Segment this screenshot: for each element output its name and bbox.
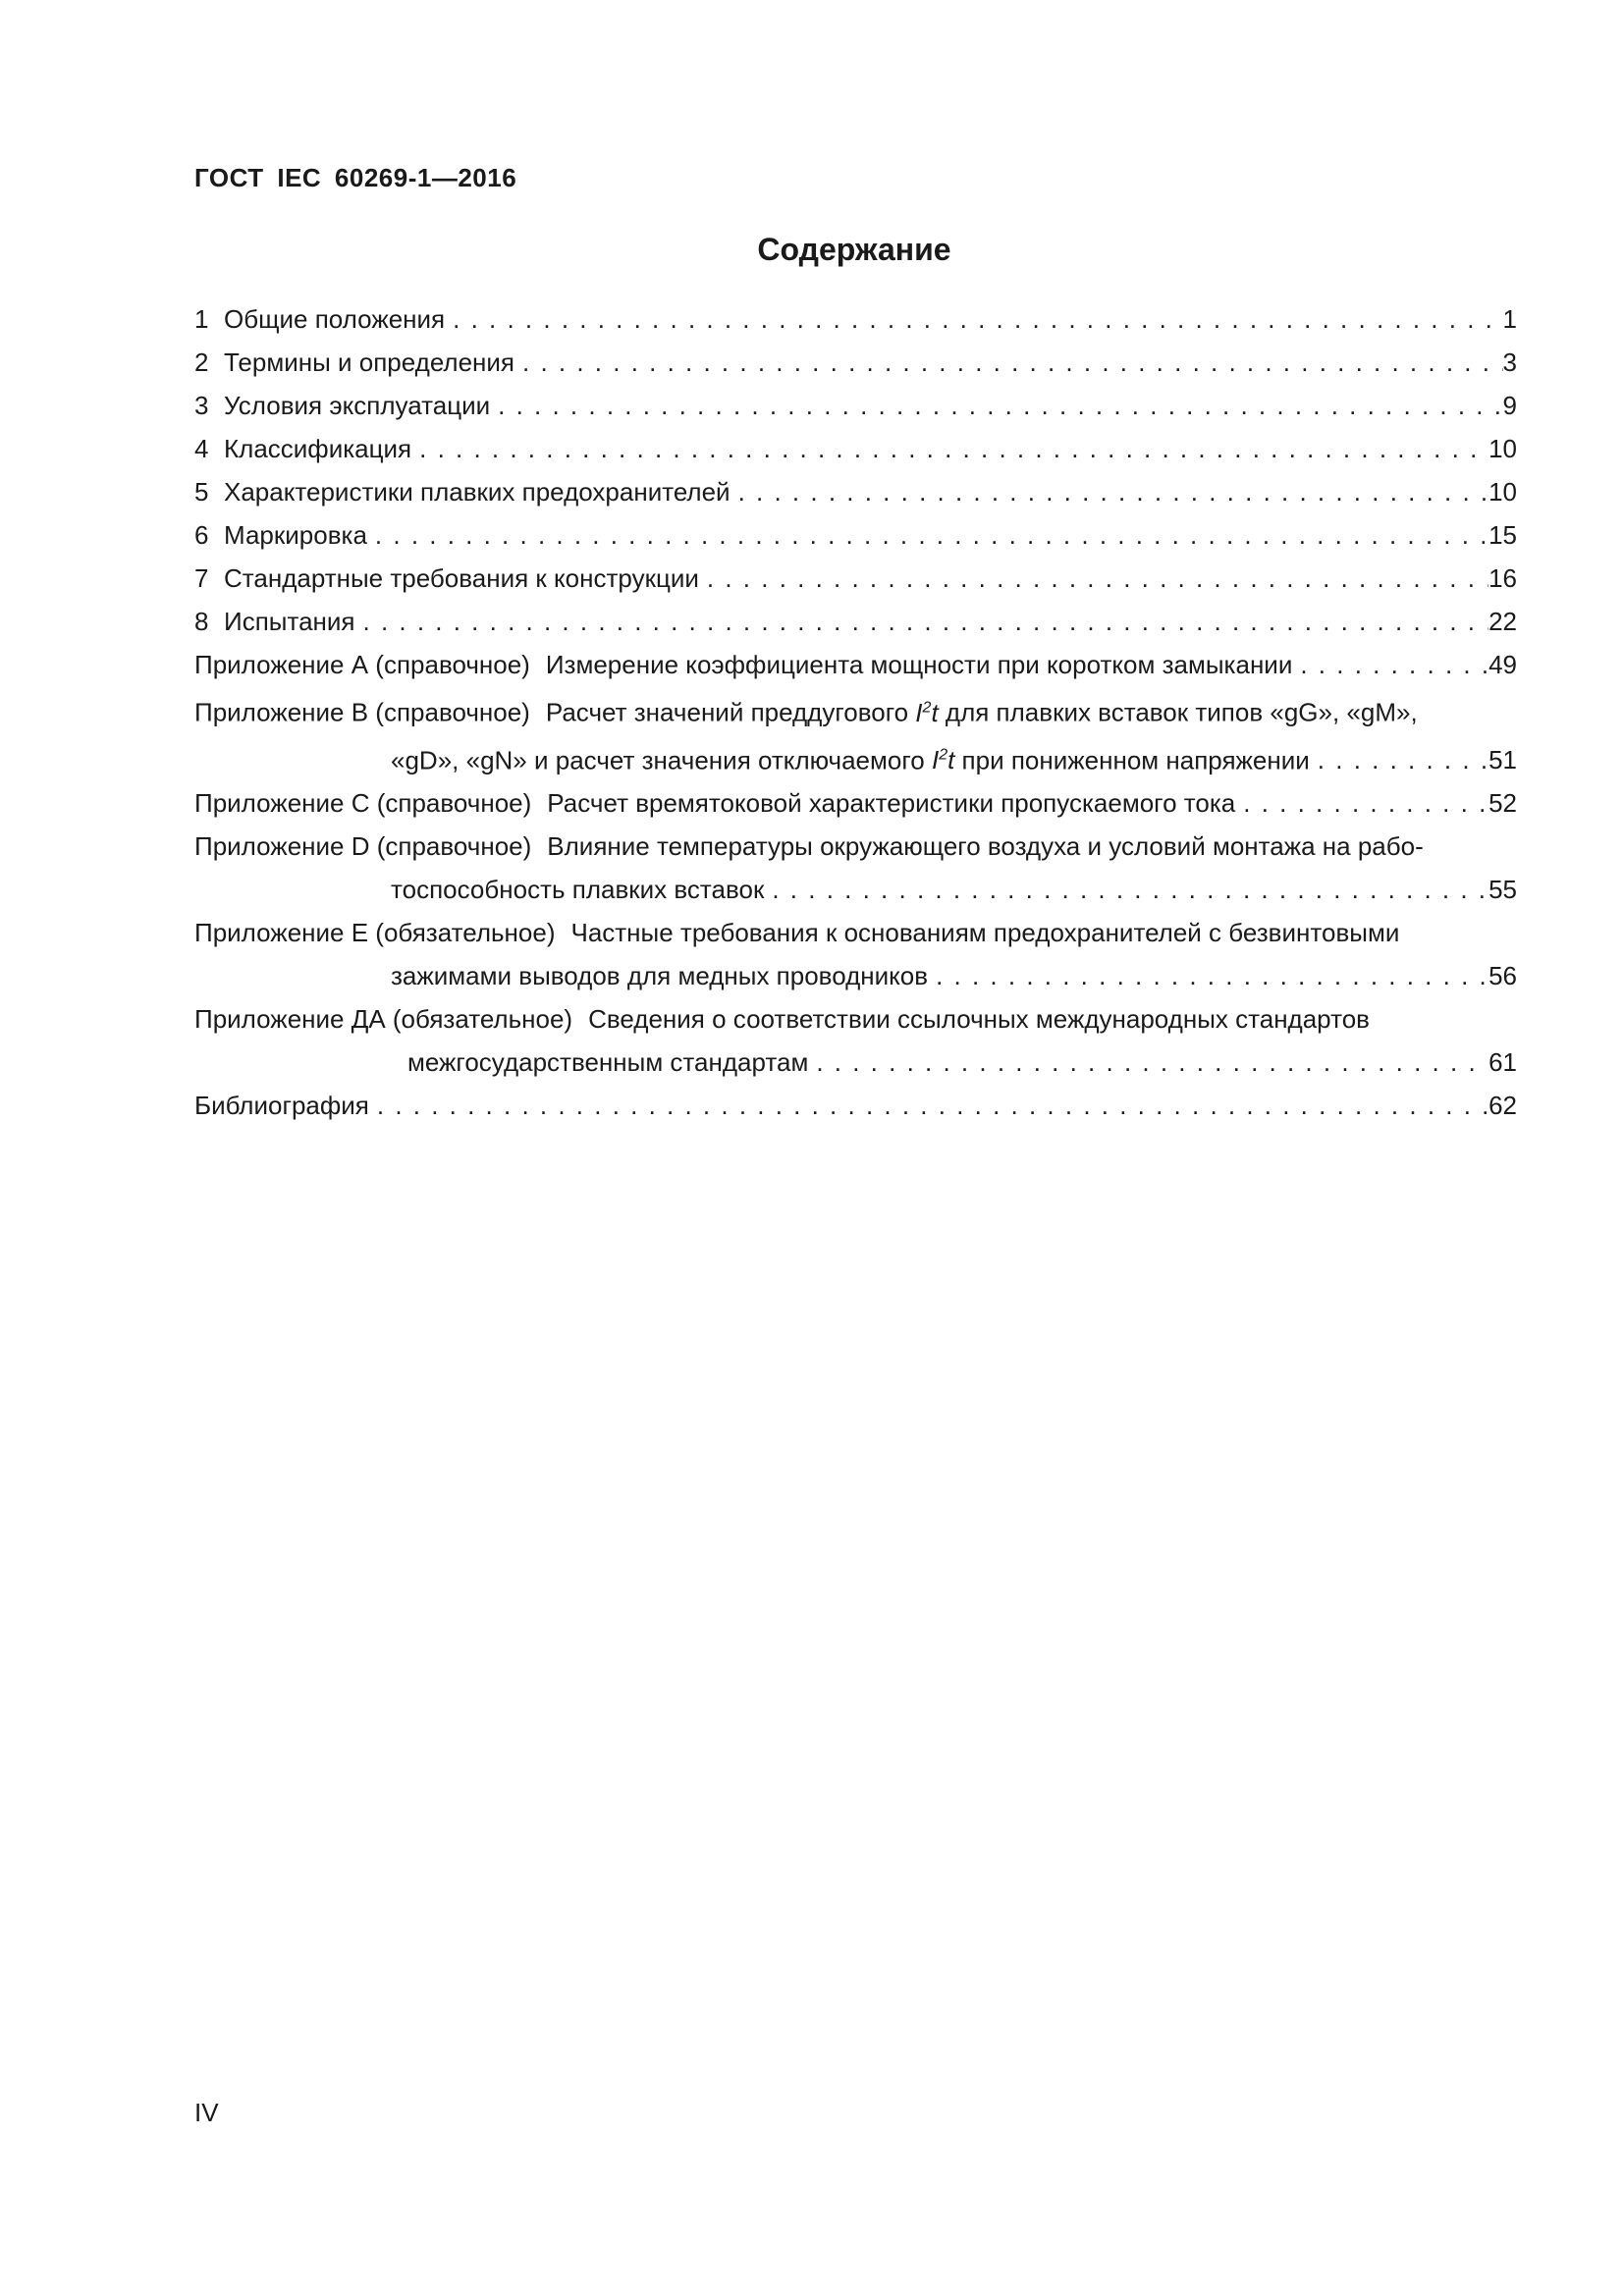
toc-entry-6[interactable] <box>194 513 1517 557</box>
toc-entry-page: 10 <box>1488 434 1517 463</box>
page-title: Содержание <box>757 232 951 267</box>
annex-title-part: тоспособность плавких вставок <box>391 875 765 905</box>
toc-entry-page: 52 <box>1488 788 1517 819</box>
toc-entry-number: 8 <box>194 607 209 636</box>
toc-entry-number: 4 <box>194 434 209 463</box>
toc-entry-4[interactable] <box>194 427 1517 470</box>
annex-title-part: межгосударственным стандартам <box>407 1047 809 1078</box>
dot-leader <box>730 470 1488 513</box>
dot-leader <box>1310 738 1488 781</box>
toc-entry-1[interactable] <box>194 297 1517 341</box>
annex-title-part: для плавких вставок типов «gG», «gM», <box>938 697 1418 727</box>
toc-entry-page: 55 <box>1488 875 1517 905</box>
annex-title-part: при пониженном напряжении <box>954 745 1310 775</box>
annex-title-part: Сведения о соответствии ссылочных международных стандартов <box>588 1004 1370 1035</box>
toc-entry-page: 56 <box>1488 961 1517 991</box>
dot-leader <box>367 513 1488 557</box>
table-of-contents <box>194 297 1517 1127</box>
annex-title: Измерение коэффициента мощности при коротком замыкании <box>545 650 1293 679</box>
toc-entry-number: 3 <box>194 391 209 420</box>
toc-annex-da[interactable] <box>194 997 1517 1084</box>
annex-title-part: Частные требования к основаниям предохранителей с безвинтовыми <box>570 918 1400 948</box>
toc-entry-page: 61 <box>1488 1047 1517 1078</box>
dot-leader <box>699 557 1488 600</box>
annex-label: Приложение D (справочное) <box>194 831 532 862</box>
dot-leader <box>445 297 1502 341</box>
toc-entry-page: 9 <box>1502 391 1517 420</box>
toc-entry-7[interactable] <box>194 557 1517 600</box>
toc-entry-number: 6 <box>194 520 209 550</box>
annex-label: Приложение Е (обязательное) <box>194 918 556 948</box>
annex-title-part: Расчет значений преддугового <box>545 697 916 727</box>
toc-annex-b[interactable] <box>194 686 1517 781</box>
toc-entry-3[interactable] <box>194 384 1517 427</box>
toc-entry-page: 1 <box>1502 304 1517 334</box>
dot-leader <box>808 1041 1488 1084</box>
toc-entry-title: Общие положения <box>224 304 446 334</box>
toc-entry-page: 15 <box>1488 520 1517 550</box>
toc-entry-page: 49 <box>1488 650 1517 679</box>
formula-i2t: $I^2t$ <box>931 745 955 775</box>
toc-entry-8[interactable] <box>194 600 1517 643</box>
toc-entry-title: Маркировка <box>224 520 367 550</box>
toc-entry-page: 3 <box>1502 347 1517 377</box>
page-number: IV <box>194 2098 219 2127</box>
toc-entry-page: 10 <box>1488 477 1517 507</box>
annex-title-part: зажимами выводов для медных проводников <box>391 961 929 991</box>
toc-annex-c[interactable] <box>194 781 1517 825</box>
toc-entry-title: Испытания <box>224 607 355 636</box>
dot-leader <box>1235 781 1488 825</box>
toc-bibliography[interactable] <box>194 1084 1517 1127</box>
toc-entry-number: 5 <box>194 477 209 507</box>
dot-leader <box>355 600 1489 643</box>
toc-entry-number: 1 <box>194 304 209 334</box>
dot-leader <box>514 341 1503 384</box>
toc-entry-page: 51 <box>1488 745 1517 775</box>
toc-entry-title: Библиография <box>194 1091 369 1121</box>
annex-label: Приложение А (справочное) <box>194 650 530 679</box>
annex-title-part: Влияние температуры окружающего воздуха и условий монтажа на рабо- <box>547 831 1424 862</box>
toc-entry-title: Классификация <box>224 434 412 463</box>
annex-label: Приложение В (справочное) <box>194 697 530 727</box>
document-standard-header: ГОСТ IEC 60269-1—2016 <box>194 163 517 192</box>
toc-entry-page: 16 <box>1488 563 1517 593</box>
toc-entry-2[interactable] <box>194 341 1517 384</box>
toc-annex-a[interactable] <box>194 643 1517 686</box>
dot-leader <box>1292 643 1488 686</box>
toc-entry-5[interactable] <box>194 470 1517 513</box>
annex-title: Расчет времятоковой характеристики пропускаемого тока <box>547 788 1236 819</box>
toc-entry-number: 2 <box>194 347 209 377</box>
annex-label: Приложение ДА (обязательное) <box>194 1004 573 1035</box>
toc-entry-page: 62 <box>1488 1091 1517 1121</box>
dot-leader <box>369 1084 1488 1127</box>
toc-annex-e[interactable] <box>194 911 1517 997</box>
toc-entry-page: 22 <box>1488 607 1517 636</box>
toc-entry-number: 7 <box>194 563 209 593</box>
dot-leader <box>928 954 1488 997</box>
formula-i2t: $I^2t$ <box>915 697 939 727</box>
annex-title-part: «gD», «gN» и расчет значения отключаемого <box>391 745 932 775</box>
dot-leader <box>411 427 1488 470</box>
toc-entry-title: Термины и определения <box>224 347 515 377</box>
toc-entry-title: Стандартные требования к конструкции <box>224 563 699 593</box>
annex-label: Приложение С (справочное) <box>194 788 532 819</box>
dot-leader <box>490 384 1502 427</box>
toc-entry-title: Характеристики плавких предохранителей <box>224 477 730 507</box>
toc-entry-title: Условия эксплуатации <box>224 391 491 420</box>
toc-annex-d[interactable] <box>194 825 1517 911</box>
dot-leader <box>764 868 1488 911</box>
